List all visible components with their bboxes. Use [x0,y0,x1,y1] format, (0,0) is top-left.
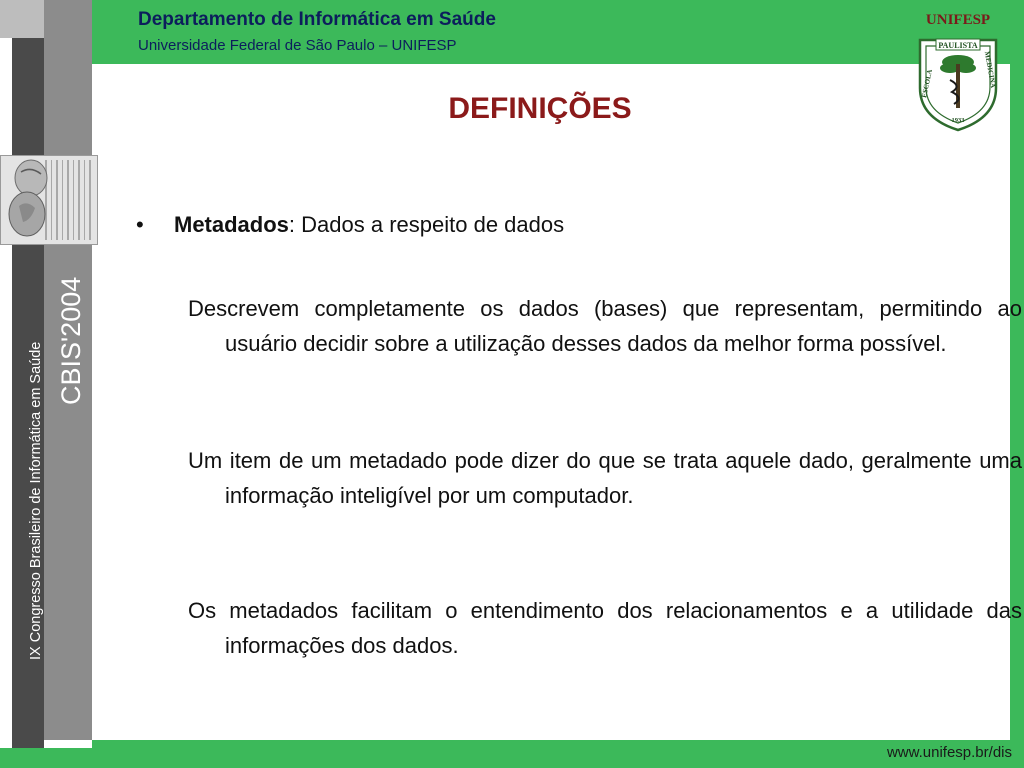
congress-vertical-label: IX Congresso Brasileiro de Informática em Saúde [28,341,44,660]
cbis-vertical-label: CBIS'2004 [56,276,86,405]
anatomy-image [1,156,97,244]
bullet-item [136,212,564,238]
header-title: Departamento de Informática em Saúde [138,9,496,30]
paragraph-3: Os metadados facilitam o entendimento dos relacionamentos e a utilidade das informações dos dados. [188,598,1022,658]
footer-bar [92,740,1024,768]
logo-text-left: ESCOLA [920,68,934,99]
header-subtitle: Universidade Federal de São Paulo – UNIFESP [138,37,457,54]
logo-text-right: MEDICINA [982,50,998,89]
logo-label: UNIFESP [925,12,991,28]
slide-title: DEFINIÇÕES [448,92,632,125]
footer-url[interactable]: www.unifesp.br/dis [886,744,1012,761]
sidebar-top-block [0,0,44,38]
left-white-strip [0,0,12,768]
paragraph-1: Descrevem completamente os dados (bases) que representam, permitindo ao usuário decidir sobre a utilização desses dados da melhor forma possível. [188,296,1022,356]
paragraph-2: Um item de um metadado pode dizer do que se trata aquele dado, geralmente uma informação inteligível por um computador. [188,448,1022,508]
footer-left-piece [0,748,92,768]
unifesp-logo [906,12,1010,132]
anatomy-illustration [0,155,98,245]
bullet-definition: : Dados a respeito de dados [288,212,565,237]
bullet-marker: • [136,212,144,237]
shield-icon [916,36,1000,132]
logo-year: 1933 [951,117,965,124]
bullet-term: Metadados [174,212,289,237]
logo-text-top: PAULISTA [938,41,978,50]
